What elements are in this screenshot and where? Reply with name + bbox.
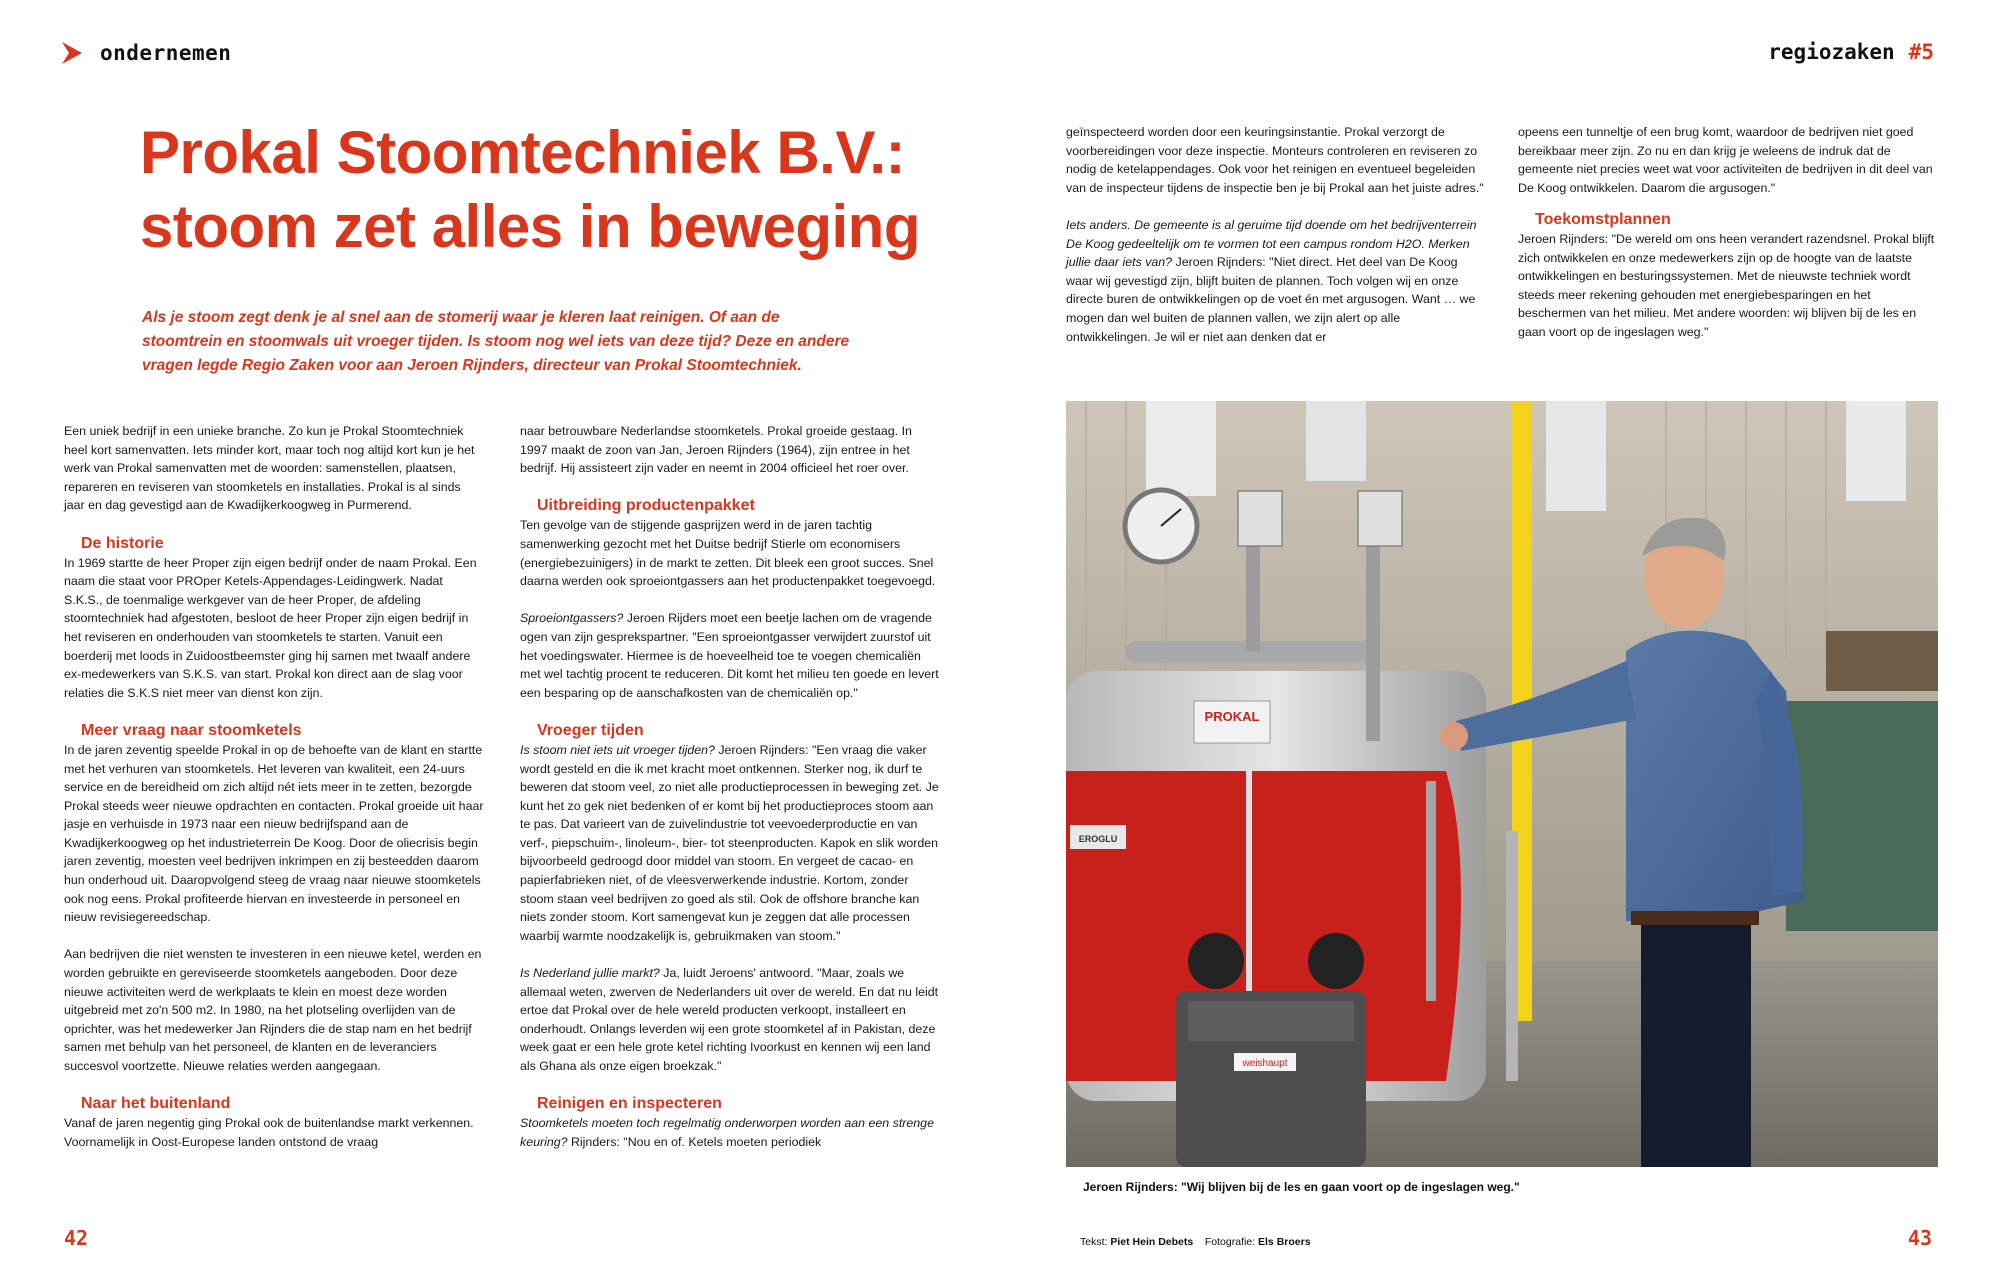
interview-question: Is Nederland jullie markt? — [520, 966, 660, 981]
eroglu-label: EROGLU — [1078, 834, 1118, 844]
paragraph: In 1969 startte de heer Proper zijn eigen bedrijf onder de naam Prokal. Een naam die staat voor PROper Ketels-Appendages-Leidingwerk. Nadat S.K.S., de toenmalige werkgever van de heer Proper, de afdeling stoomtechniek had afgestoten, besloot de heer Proper zijn eigen bedrijf in het reviseren en onderhouden van stoomketels te starten. Vanuit een boerderij met loods in Zuidoostbeemster ging hij samen met twaalf andere ex-medewerkers van S.K.S. van start. Prokal kon direct aan de slag voor relaties die S.K.S niet meer van dienst kon zijn. — [64, 555, 477, 700]
interview-question: Iets anders. De gemeente is al geruime tijd doende om het bedrijventerrein De Koog gedeeltelijk om te vormen tot een campus rondom H2O. Merken jullie daar iets van? — [1066, 217, 1477, 270]
credit-text-name: Piet Hein Debets — [1110, 1236, 1194, 1248]
paragraph: opeens een tunneltje of een brug komt, waardoor de bedrijven niet goed bereikbaar meer zijn. Zo nu en dan krijg je weleens de indruk dat de gemeente niet precies weet wat voor activiteiten de bedrijven in dit deel van De Koog ontwikkelen. Daarom die argusogen." — [1518, 125, 1933, 195]
subheading-reinigen: Reinigen en inspecteren — [537, 1095, 722, 1113]
paragraph — [1066, 216, 1486, 346]
answer-text: Ja, luidt Jeroens' antwoord. "Maar, zoals we allemaal weten, zwerven de Nederlanders uit over de wereld. En dat nu leidt ertoe dat Prokal over de hele wereld producten verkoopt, installeert en onderhoudt. Onlangs leverden wij een grote stoomketel af in Pakistan, deze week gaat er een hele grote ketel richting Ivoorkust en kennen wij een land als Ghana als onze eigen broekzak." — [520, 966, 939, 1073]
article-intro: Als je stoom zegt denk je al snel aan de stomerij waar je kleren laat reinigen. Of aan de stoomtrein en stoomwals uit vroeger tijden. Is stoom nog wel iets van deze tijd? Deze en andere vragen legde Regio Zaken voor aan Jeroen Rijnders, directeur van Prokal Stoomtechniek. — [142, 309, 850, 374]
page-number-right: 43 — [1907, 1226, 1932, 1250]
answer-text: Jeroen Rijnders: "Niet direct. Het deel van De Koog waar wij gevestigd zijn, blijft buiten de plannen. Toch volgen wij en onze directe buren de ontwikkelingen op de voet én met argusogen. Want … we mogen dan wel buiten de plannen vallen, we zijn alert op alle ontwikkelingen. Je wil er niet aan denken dat er — [1066, 255, 1476, 344]
article-photo — [1066, 401, 1938, 1167]
weishaupt-label: weishaupt — [1242, 1058, 1288, 1069]
issue-number: #5 — [1908, 40, 1934, 64]
subheading-meer-vraag: Meer vraag naar stoomketels — [81, 721, 302, 739]
answer-text: Jeroen Rijders moet een beetje lachen om de vragende ogen van zijn gesprekspartner. "Een sproeiontgasser verwijdert zuurstof uit het voedingswater. Hiermee is de hoeveelheid toe te voegen chemicaliën met wel tachtig procent te reduceren. Dit komt het milieu ten goede en levert een besparing op de aanschafkosten van de chemicaliën op." — [520, 611, 939, 700]
answer-text: Jeroen Rijnders: "Een vraag die vaker wordt gesteld en die ik met kracht moet ontkennen. Sterker nog, ik durf te beweren dat stoom veel, zo niet alle productieprocessen in beweging zet. Je kunt het zo gek niet bedenken of er komt bij het productieproces stoom aan te pas. Dat varieert van de zuivelindustrie tot veevoederproductie en van verf-, piepschuim-, linoleum-, bier- tot steenproducten. Kapok en slik worden bijvoorbeeld gedroogd door middel van stoom. En vergeet de cacao- en papierfabrieken niet, of de vleesverwerkende industrie. Kortom, zonder stoom staan veel bedrijven zo goed als stil. Ook de offshore branche kan niets zonder stoom. Kort samengevat kun je zeggen dat alle processen waarbij warmte noodzakelijk is, gebruikmaken van stoom." — [520, 742, 939, 943]
section-header-right — [1768, 40, 1934, 64]
body-column-1 — [64, 422, 484, 1151]
section-header-left — [58, 40, 231, 66]
body-column-4 — [1518, 123, 1938, 342]
subheading-historie: De historie — [81, 534, 164, 552]
subheading-toekomst: Toekomstplannen — [1535, 210, 1671, 228]
prokal-label: PROKAL — [1204, 709, 1260, 724]
subheading-buitenland: Naar het buitenland — [81, 1095, 231, 1113]
paragraph: Vanaf de jaren negentig ging Prokal ook de buitenlandse markt verkennen. Voornamelijk in Oost-Europese landen ontstond de vraag — [64, 1116, 474, 1149]
title-line-2: stoom zet alles in beweging — [140, 193, 920, 260]
paragraph — [520, 741, 940, 946]
photo-caption: Jeroen Rijnders: "Wij blijven bij de les en gaan voort op de ingeslagen weg." — [1083, 1180, 1520, 1194]
paragraph: In de jaren zeventig speelde Prokal in op de behoefte van de klant en startte met het verhuren van stoomketels. Het leveren van kwaliteit, een 24-uurs service en de bereidheid om zich altijd nét iets meer in te zetten, bezorgde Prokal steeds weer nieuwe opdrachten en contacten. Prokal groeide uit haar jasje en verhuisde in 1973 naar een nieuw bedrijfspand aan de Kwadijkerkoogweg op het industrieterrein De Koog. Door de oliecrisis begin jaren zeventig, moesten veel bedrijven inkrimpen en zij besteedden daarom hun onderhoud uit. Daaropvolgend steeg de vraag naar nieuwe stoomketels ook nog eens. Prokal profiteerde hiervan en investeerde in personeel en nieuw revisiegereedschap. — [64, 742, 484, 925]
subheading-vroeger: Vroeger tijden — [537, 721, 644, 739]
credit-photo-label: Fotografie: — [1204, 1236, 1256, 1248]
subheading-uitbreiding: Uitbreiding productenpakket — [537, 497, 755, 515]
title-line-1: Prokal Stoomtechniek B.V.: — [140, 119, 906, 186]
article-title — [140, 116, 960, 264]
paragraph: naar betrouwbare Nederlandse stoomketels. Prokal groeide gestaag. In 1997 maakt de zoon van Jan, Jeroen Rijnders (1964), zijn entree in het bedrijf. Hij assisteert zijn vader en neemt in 2004 officieel het roer over. — [520, 424, 912, 476]
interview-question: Sproeiontgassers? — [520, 611, 624, 626]
paragraph — [520, 1114, 940, 1151]
paragraph: Een uniek bedrijf in een unieke branche. Zo kun je Prokal Stoomtechniek heel kort samenvatten. Iets minder kort, maar toch nog altijd kort kun je het werk van Prokal samenvatten met de woorden: samenstellen, plaatsen, repareren en reviseren van stoomketels en installaties. Prokal is al sinds jaar en dag gevestigd aan de Kwadijkerkoogweg in Purmerend. — [64, 424, 475, 513]
paragraph — [520, 964, 940, 1076]
credit-photo-name: Els Broers — [1258, 1236, 1311, 1248]
answer-text: Rijnders: "Nou en of. Ketels moeten periodiek — [567, 1134, 822, 1149]
interview-question: Stoomketels moeten toch regelmatig onderworpen worden aan een strenge keuring? — [520, 1116, 934, 1149]
credits — [1080, 1236, 1311, 1248]
section-label: ondernemen — [100, 41, 232, 65]
paragraph — [520, 609, 940, 702]
paragraph: Aan bedrijven die niet wensten te investeren in een nieuwe ketel, werden en worden gebruikte en gereviseerde stoomketels aangeboden. Door deze nieuwe activiteiten werd de werkplaats te klein en moest deze worden uitgebreid met zo'n 500 m2. In 1980, na het plotseling overlijden van de oprichter, was het medewerker Jan Rijnders die de stap nam en het bedrijf samen met behulp van het personeel, de klanten en de leveranciers succesvol voortzette. Nieuwe relaties werden aangegaan. — [64, 947, 482, 1073]
credit-text-label: Tekst: — [1080, 1236, 1108, 1248]
interview-question: Is stoom niet iets uit vroeger tijden? — [520, 742, 715, 757]
arrow-icon — [58, 40, 84, 66]
paragraph: Jeroen Rijnders: "De wereld om ons heen verandert razendsnel. Prokal blijft zich ontwikkelen en onze medewerkers zijn op de hoogte van de laatste ontwikkelingen en besturingssystemen. Met de nieuwste techniek wordt steeds meer rekening gehouden met energiebesparingen en het beschermen van het milieu. Met andere woorden: wij blijven bij de les en gaan voort op de ingeslagen weg." — [1518, 231, 1935, 339]
magazine-name: regiozaken — [1768, 40, 1895, 64]
page-number-left: 42 — [64, 1226, 89, 1250]
paragraph: geïnspecteerd worden door een keuringsinstantie. Prokal verzorgt de voorbereidingen voor deze inspectie. Monteurs controleren en reviseren zo nodig de ketelappendages. Ook voor het reinigen en eventueel begeleiden van de inspecteur tijdens de inspectie ben je bij Prokal aan het juiste adres." — [1066, 125, 1484, 195]
body-column-3 — [1066, 123, 1486, 346]
paragraph: Ten gevolge van de stijgende gasprijzen werd in de jaren tachtig samenwerking gezocht met het Duitse bedrijf Stierle om economisers (energiebezuinigers) in de markt te zetten. Dit bleek een groot succes. Snel daarna werden ook sproeiontgassers aan het productenpakket toegevoegd. — [520, 518, 936, 589]
boiler-photo-illustration — [1066, 401, 1938, 1167]
body-column-2 — [520, 422, 940, 1151]
